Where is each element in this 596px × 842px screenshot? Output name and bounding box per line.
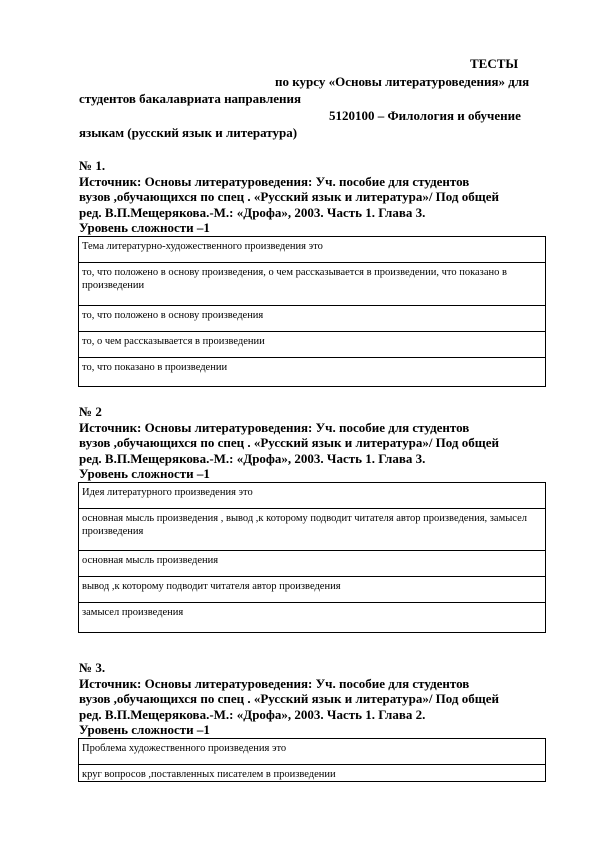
answer-row xyxy=(79,508,546,550)
document-title: ТЕСТЫ xyxy=(470,56,519,71)
answer-correct: основная мысль произведения , вывод ,к которому подводит читателя автор произведения, замысел произведения xyxy=(79,508,546,550)
answer-row xyxy=(79,764,546,781)
source-line: Источник: Основы литературоведения: Уч. пособие для студентов xyxy=(79,419,470,435)
answer-correct: то, что положено в основу произведения, о чем рассказывается в произведении, что показано в произведении xyxy=(79,262,546,305)
header-students-line: студентов бакалавриата направления xyxy=(79,91,302,106)
source-line: ред. В.П.Мещерякова.-М.: «Дрофа», 2003. Часть 1. Глава 2. xyxy=(79,706,426,722)
header-languages-line: языкам (русский язык и литература) xyxy=(79,125,298,140)
question-number: № 2 xyxy=(79,404,102,419)
question-text: Идея литературного произведения это xyxy=(79,482,546,508)
answer-option: то, о чем рассказывается в произведении xyxy=(79,331,546,357)
source-line: вузов ,обучающихся по спец . «Русский язык и литература»/ Под общей xyxy=(79,435,499,450)
answer-row xyxy=(79,262,546,305)
source-line: Источник: Основы литературоведения: Уч. пособие для студентов xyxy=(79,173,470,189)
answer-option: вывод ,к которому подводит читателя автор произведения xyxy=(79,576,546,602)
question-table xyxy=(78,738,546,782)
answer-row xyxy=(79,357,546,386)
difficulty-level: Уровень сложности –1 xyxy=(79,466,210,481)
source-line: ред. В.П.Мещерякова.-М.: «Дрофа», 2003. Часть 1. Глава 3. xyxy=(79,450,426,466)
answer-row xyxy=(79,576,546,602)
question-number: № 1. xyxy=(79,158,106,173)
answer-option: то, что положено в основу произведения xyxy=(79,305,546,331)
answer-row xyxy=(79,305,546,331)
question-text: Тема литературно-художественного произведения это xyxy=(79,236,546,262)
source-line: вузов ,обучающихся по спец . «Русский язык и литература»/ Под общей xyxy=(79,189,499,204)
question-row xyxy=(79,738,546,764)
question-block-3 xyxy=(79,660,549,782)
difficulty-level: Уровень сложности –1 xyxy=(79,722,210,737)
question-number: № 3. xyxy=(79,660,106,675)
question-block-2 xyxy=(79,404,549,633)
source-line: ред. В.П.Мещерякова.-М.: «Дрофа», 2003. Часть 1. Глава 3. xyxy=(79,204,426,220)
answer-option: основная мысль произведения xyxy=(79,550,546,576)
difficulty-level: Уровень сложности –1 xyxy=(79,220,210,235)
question-row xyxy=(79,236,546,262)
header-course-line: по курсу «Основы литературоведения» для xyxy=(275,74,530,89)
answer-option: то, что показано в произведении xyxy=(79,357,546,386)
question-block-1 xyxy=(79,158,549,387)
answer-correct: круг вопросов ,поставленных писателем в произведении xyxy=(79,764,546,781)
answer-row xyxy=(79,602,546,632)
question-text: Проблема художественного произведения это xyxy=(79,738,546,764)
source-line: Источник: Основы литературоведения: Уч. пособие для студентов xyxy=(79,675,470,691)
question-table xyxy=(78,236,546,387)
source-line: вузов ,обучающихся по спец . «Русский язык и литература»/ Под общей xyxy=(79,691,499,706)
answer-row xyxy=(79,550,546,576)
question-table xyxy=(78,482,546,633)
header-program-line: 5120100 – Филология и обучение xyxy=(329,108,521,123)
question-row xyxy=(79,482,546,508)
answer-row xyxy=(79,331,546,357)
answer-option: замысел произведения xyxy=(79,602,546,632)
